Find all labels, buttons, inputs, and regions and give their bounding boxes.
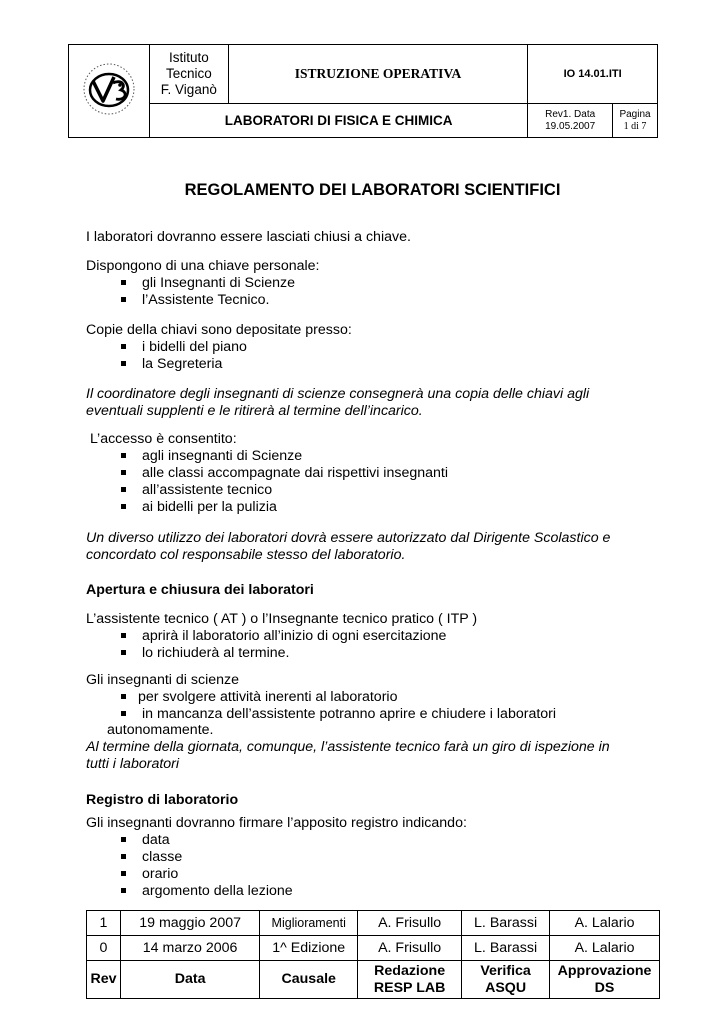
column-header: Redazione RESP LAB bbox=[358, 961, 462, 999]
paragraph: Gli insegnanti dovranno firmare l’apposito registro indicando: bbox=[86, 815, 467, 831]
table-cell: A. Lalario bbox=[550, 911, 660, 936]
table-cell: L. Barassi bbox=[462, 936, 550, 961]
table-cell: 0 bbox=[87, 936, 121, 961]
institute-line: Istituto bbox=[168, 50, 209, 65]
revision-label: Rev1. Data bbox=[545, 108, 596, 120]
page-title: REGOLAMENTO DEI LABORATORI SCIENTIFICI bbox=[184, 181, 561, 199]
table-cell: Miglioramenti bbox=[260, 911, 358, 936]
italic-note: eventuali supplenti e le ritirerà al termine dell’incarico. bbox=[86, 403, 423, 419]
italic-note: Un diverso utilizzo dei laboratori dovrà essere autorizzato dal Dirigente Scolastico e bbox=[86, 530, 611, 546]
table-row bbox=[87, 911, 660, 936]
paragraph: Dispongono di una chiave personale: bbox=[86, 258, 320, 274]
revision-table bbox=[86, 910, 660, 999]
table-cell: L. Barassi bbox=[462, 911, 550, 936]
page-cell bbox=[613, 104, 658, 138]
column-header: Data bbox=[120, 961, 259, 999]
table-header-row bbox=[87, 961, 660, 999]
doc-type: ISTRUZIONE OPERATIVA bbox=[228, 45, 528, 104]
paragraph: Copie della chiavi sono depositate presso: bbox=[86, 322, 352, 338]
table-cell: 1 bbox=[87, 911, 121, 936]
section-heading: Registro di laboratorio bbox=[86, 792, 239, 808]
table-cell: A. Frisullo bbox=[358, 911, 462, 936]
italic-note: Al termine della giornata, comunque, l’assistente tecnico farà un giro di ispezione in bbox=[86, 739, 610, 755]
column-header: Rev bbox=[87, 961, 121, 999]
logo-cell bbox=[69, 45, 150, 138]
paragraph: L’assistente tecnico ( AT ) o l’Insegnante tecnico pratico ( ITP ) bbox=[86, 611, 478, 627]
revision-date: 19.05.2007 bbox=[545, 120, 596, 132]
table-row bbox=[87, 936, 660, 961]
page-number: 1 di 7 bbox=[623, 120, 647, 132]
page-label: Pagina bbox=[619, 108, 651, 120]
paragraph-continuation: autonomamente. bbox=[107, 722, 214, 738]
section-heading: Apertura e chiusura dei laboratori bbox=[86, 582, 314, 598]
doc-code: IO 14.01.ITI bbox=[528, 45, 658, 104]
italic-note: concordato col responsabile stesso del laboratorio. bbox=[86, 547, 406, 563]
table-cell: A. Lalario bbox=[550, 936, 660, 961]
doc-subtitle: LABORATORI DI FISICA E CHIMICA bbox=[149, 104, 527, 138]
school-logo-icon bbox=[73, 61, 145, 117]
table-cell: A. Frisullo bbox=[358, 936, 462, 961]
paragraph: I laboratori dovranno essere lasciati chiusi a chiave. bbox=[86, 229, 411, 245]
italic-note: tutti i laboratori bbox=[86, 756, 180, 772]
column-header: Causale bbox=[260, 961, 358, 999]
table-cell: 1^ Edizione bbox=[260, 936, 358, 961]
paragraph: L’accesso è consentito: bbox=[86, 431, 237, 447]
paragraph: Gli insegnanti di scienze bbox=[86, 672, 239, 688]
column-header: Verifica ASQU bbox=[462, 961, 550, 999]
table-cell: 14 marzo 2006 bbox=[120, 936, 259, 961]
institute-line: F. Viganò bbox=[160, 82, 217, 97]
italic-note: Il coordinatore degli insegnanti di scienze consegnerà una copia delle chiavi agli bbox=[86, 386, 590, 402]
table-cell: 19 maggio 2007 bbox=[120, 911, 259, 936]
institute-line: Tecnico bbox=[165, 66, 212, 81]
institute-cell bbox=[149, 45, 228, 104]
column-header: Approvazione DS bbox=[550, 961, 660, 999]
document-header bbox=[68, 44, 658, 138]
revision-cell bbox=[528, 104, 613, 138]
